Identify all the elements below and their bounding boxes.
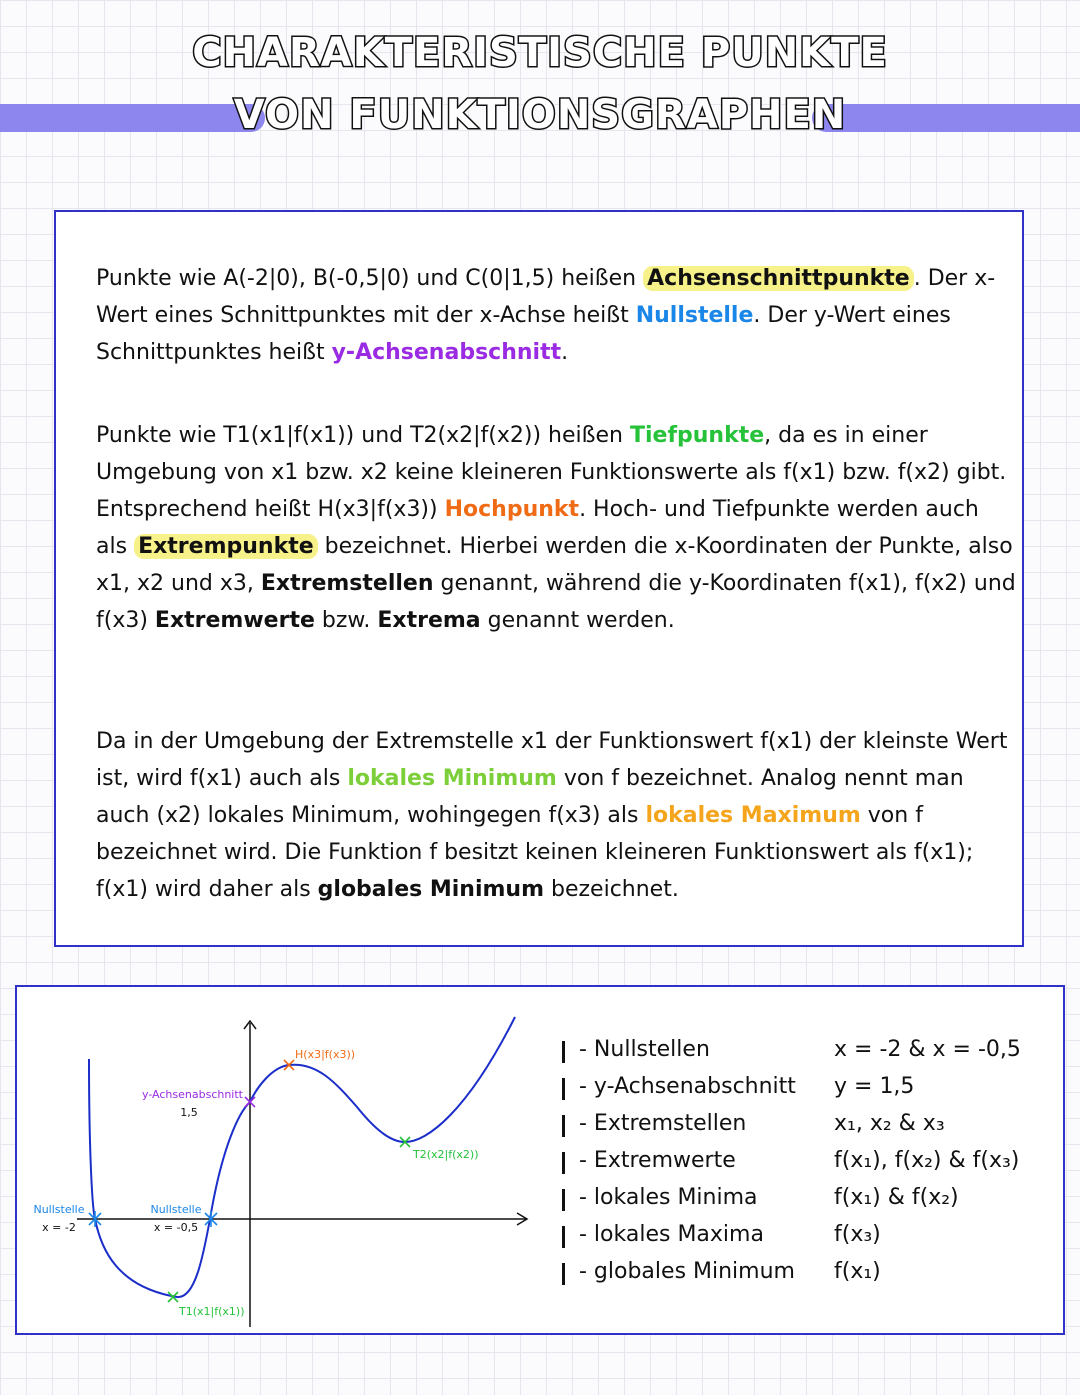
nullstelle1-label: Nullstelle: [33, 1203, 85, 1216]
y-intercept-value: 1,5: [180, 1106, 198, 1119]
t1-label: T1(x1|f(x1)): [179, 1305, 245, 1318]
paragraph-extrempunkte: Punkte wie T1(x1|f(x1)) und T2(x2|f(x2)) heißen Tiefpunkte, da es in einer Umgebung von x1 bzw. x2 keine kleineren Funktionswerte als f(x1) bzw. f(x2) gibt. Entsprechend heißt H(x3|f(x3)) Hochpunkt. Hoch- und Tiefpunkte werden auch als Extrempunkte bezeichnet. Hierbei werden die x-Koordinaten der Punkte, also x1, x2 und x3, Extremstellen genannt, während die y-Koordinaten f(x1), f(x2) und f(x3) Extremwerte bzw. Extrema genannt werden.: [96, 423, 1016, 633]
term-lokales-minimum: lokales Minimum: [347, 766, 557, 791]
term-tiefpunkte: Tiefpunkte: [629, 423, 765, 448]
legend-bar: [562, 1226, 565, 1248]
definition-box: [54, 210, 1024, 947]
term-globales-minimum: globales Minimum: [317, 877, 545, 902]
nullstelle2-label: Nullstelle: [150, 1203, 202, 1216]
page-title-line2: VON FUNKTIONSGRAPHEN: [233, 92, 847, 138]
legend-bar: [562, 1152, 565, 1174]
legend-row: - lokales Maxima f(x₃): [562, 1222, 1062, 1259]
hochpunkt-label: H(x3|f(x3)): [295, 1048, 356, 1061]
legend-bar: [562, 1041, 565, 1063]
term-lokales-maximum: lokales Maximum: [645, 803, 861, 828]
t2-label: T2(x2|f(x2)): [413, 1148, 479, 1161]
term-extremwerte: Extremwerte: [154, 608, 315, 633]
paragraph-minimum-maximum: Da in der Umgebung der Extremstelle x1 der Funktionswert f(x1) der kleinste Wert ist, wird f(x1) auch als lokales Minimum von f bezeichnet. Analog nennt man auch (x2) lokales Minimum, wohingegen f(x3) als lokales Maximum von f bezeichnet wird. Die Funktion f besitzt keinen kleineren Funktionswert als f(x1); f(x1) wird daher als globales Minimum bezeichnet.: [96, 729, 1008, 902]
paragraph-achsenschnittpunkte: Punkte wie A(-2|0), B(-0,5|0) und C(0|1,5) heißen Achsenschnittpunkte . Der x-Wert eines Schnittpunktes mit der x-Achse heißt Nullstelle. Der y-Wert eines Schnittpunktes heißt y-Achsenabschnitt.: [96, 266, 996, 365]
term-achsenschnittpunkte: Achsenschnittpunkte: [643, 266, 914, 291]
summary-legend: [562, 1037, 1062, 1296]
legend-bar: [562, 1263, 565, 1285]
term-extrema: Extrema: [377, 608, 481, 633]
legend-row: - y-Achsenabschnitt y = 1,5: [562, 1074, 1062, 1111]
legend-row: - Extremstellen x₁, x₂ & x₃: [562, 1111, 1062, 1148]
legend-row: - Nullstellen x = -2 & x = -0,5: [562, 1037, 1062, 1074]
term-y-achsenabschnitt: y-Achsenabschnitt: [331, 340, 562, 365]
nullstelle2-value: x = -0,5: [153, 1221, 199, 1234]
legend-row: - Extremwerte f(x₁), f(x₂) & f(x₃): [562, 1148, 1062, 1185]
graph-box: [15, 985, 1065, 1335]
term-extrempunkte: Extrempunkte: [134, 534, 318, 559]
legend-row: - globales Minimum f(x₁): [562, 1259, 1062, 1296]
nullstelle1-value: x = -2: [42, 1221, 76, 1234]
legend-bar: [562, 1115, 565, 1137]
legend-row: - lokales Minima f(x₁) & f(x₂): [562, 1185, 1062, 1222]
page-title-line1: CHARAKTERISTISCHE PUNKTE: [192, 30, 888, 76]
y-intercept-label: y-Achsenabschnitt: [142, 1088, 243, 1101]
term-nullstelle: Nullstelle: [635, 303, 754, 328]
function-graph: [17, 987, 557, 1333]
legend-bar: [562, 1078, 565, 1100]
term-hochpunkt: Hochpunkt: [444, 497, 580, 522]
term-extremstellen: Extremstellen: [260, 571, 434, 596]
legend-bar: [562, 1189, 565, 1211]
